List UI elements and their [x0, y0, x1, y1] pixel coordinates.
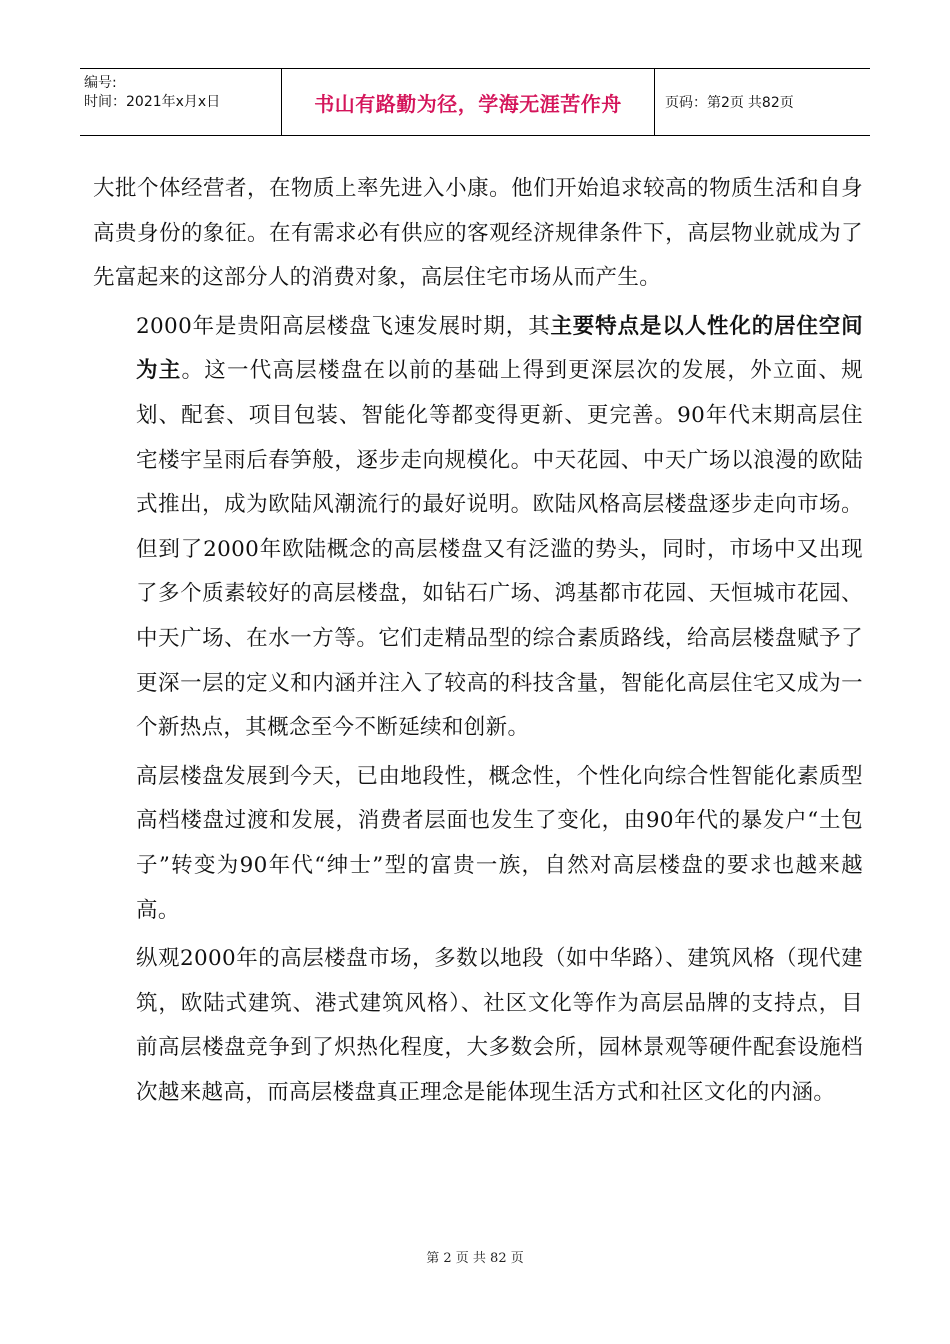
- paragraph-3: 高层楼盘发展到今天，已由地段性，概念性，个性化向综合性智能化素质型高档楼盘过渡和发展，消费者层面也发生了变化，由90年代的暴发户“土包子”转变为90年代“绅士”型的富贵一族，自然对高层楼盘的要求也越来越高。: [136, 763, 863, 923]
- paragraph-1: 大批个体经营者，在物质上率先进入小康。他们开始追求较高的物质生活和自身高贵身份的象征。在有需求必有供应的客观经济规律条件下，高层物业就成为了先富起来的这部分人的消费对象，高层住宅市场从而产生。: [93, 176, 863, 291]
- date-label: 时间：2021年x月x日: [84, 94, 221, 110]
- paragraph-2: [93, 305, 863, 751]
- paragraph-2-rest: 。这一代高层楼盘在以前的基础上得到更深层次的发展，外立面、规划、配套、项目包装、智能化等都变得更新、更完善。90年代末期高层住宅楼宇呈雨后春笋般，逐步走向规模化。中天花园、中天广场以浪漫的欧陆式推出，成为欧陆风潮流行的最好说明。欧陆风格高层楼盘逐步走向市场。但到了2000年欧陆概念的高层楼盘又有泛滥的势头，同时，市场中又出现了多个质素较好的高层楼盘，如钻石广场、鸿基都市花园、天恒城市花园、中天广场、在水一方等。它们走精品型的综合素质路线，给高层楼盘赋予了更深一层的定义和内涵并注入了较高的科技含量，智能化高层住宅又成为一个新热点，其概念至今不断延续和创新。: [136, 358, 863, 741]
- serial-number-label: 编号:: [84, 75, 117, 91]
- header-motto: 书山有路勤为径，学海无涯苦作舟: [282, 69, 655, 135]
- page-total-label: 共82页: [747, 95, 794, 111]
- page-number-label: 页码：第2页: [665, 95, 744, 111]
- paragraph-2-emphasis: 主要特点是以人性化的居住空间为主: [136, 313, 864, 384]
- paragraph-2-start: 2000年是贵阳高层楼盘飞速发展时期，其: [136, 313, 551, 339]
- header-page-info: [655, 69, 870, 135]
- paragraph-4: 纵观2000年的高层楼盘市场，多数以地段（如中华路）、建筑风格（现代建筑，欧陆式建筑、港式建筑风格）、社区文化等作为高层品牌的支持点，目前高层楼盘竞争到了炽热化程度，大多数会所，园林景观等硬件配套设施档次越来越高，而高层楼盘真正理念是能体现生活方式和社区文化的内涵。: [136, 946, 863, 1105]
- header-meta-cell: [80, 69, 282, 135]
- page-footer: 第 2 页 共 82 页: [426, 1251, 524, 1266]
- document-header: [80, 68, 870, 136]
- document-body: [93, 167, 863, 1119]
